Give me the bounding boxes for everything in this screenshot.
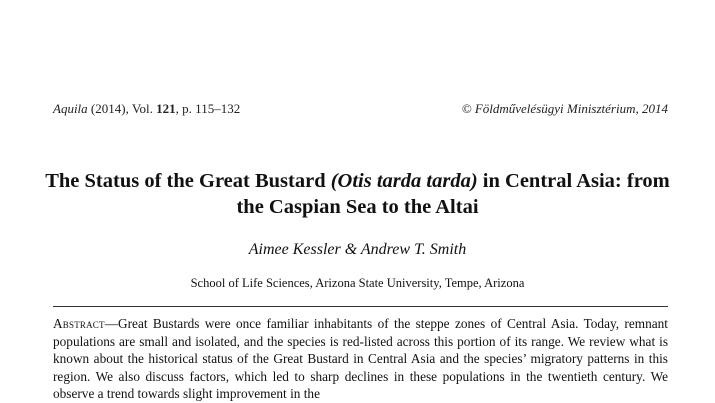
title-part-2: in Central Asia: from the Caspian Sea to the Altai [236, 170, 670, 218]
divider [53, 306, 668, 307]
journal-header [53, 100, 668, 118]
authors: Aimee Kessler & Andrew T. Smith [248, 241, 467, 258]
citation-pre: (2014), Vol. [87, 101, 157, 116]
title-part-1: The Status of the Great Bustard [45, 170, 331, 192]
volume-number: 121 [156, 101, 176, 116]
citation-pages: , p. 115–132 [175, 101, 241, 116]
copyright-notice: © Földművelésügyi Minisztérium, 2014 [461, 101, 668, 116]
affiliation: School of Life Sciences, Arizona State University, Tempe, Arizona [190, 276, 525, 290]
journal-name: Aquila [53, 101, 88, 116]
abstract [53, 315, 668, 403]
title-species: (Otis tarda tarda) [330, 170, 478, 192]
paper-title [40, 168, 675, 220]
abstract-label: Abstract [53, 316, 105, 331]
abstract-text: —Great Bustards were once familiar inhabitants of the steppe zones of Central Asia. Today, remnant populations are small and isolated, and the species is red-listed across this portion of its range. We review what is known about the historical status of the Great Bustard in Central Asia and the species’ migratory patterns in this region. We also discuss factors, which led to sharp declines in these populations in the twentieth century. We observe a trend towards slight improvement in the [53, 316, 668, 402]
journal-citation [53, 100, 240, 118]
